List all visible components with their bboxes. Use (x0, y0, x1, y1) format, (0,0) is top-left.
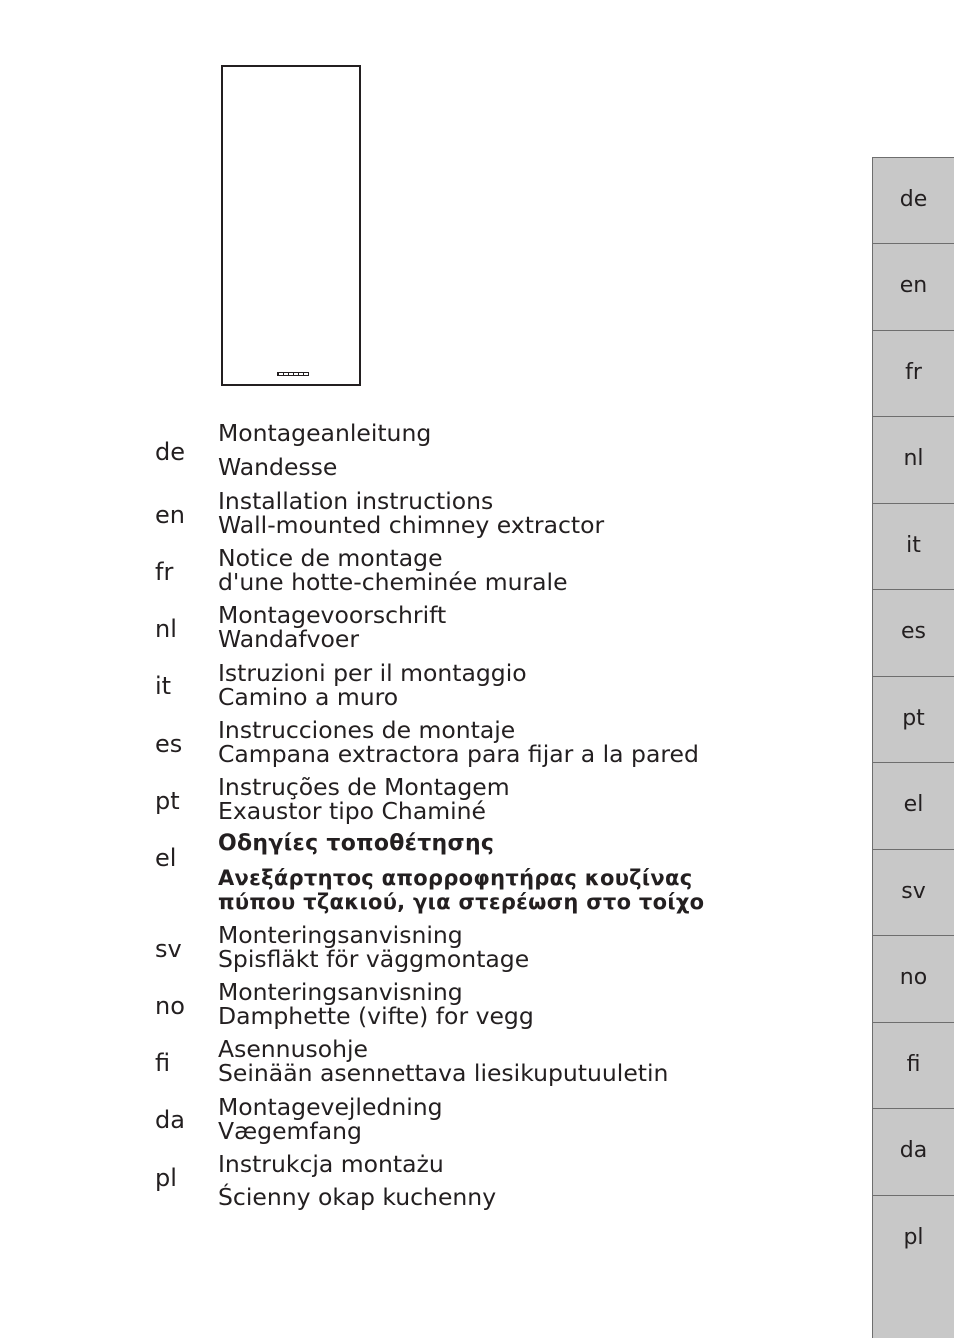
entry-title: Montageanleitung (218, 419, 432, 447)
tab-no[interactable]: no (873, 935, 954, 1021)
tab-sv[interactable]: sv (873, 849, 954, 935)
entry-text (218, 832, 704, 914)
entry-code: nl (155, 615, 177, 643)
entry-code: pt (155, 787, 180, 815)
entry-subtitle: Spisfläkt för väggmontage (218, 945, 530, 973)
tab-el[interactable]: el (873, 762, 954, 848)
tab-fr[interactable]: fr (873, 330, 954, 416)
entry-title: Instrucciones de montaje (218, 716, 516, 744)
entry-text (218, 1152, 496, 1209)
entry-title: Monteringsanvisning (218, 978, 463, 1006)
entry-subtitle-cont: πύπου τζακιού, για στερέωση στο τοίχο (218, 890, 705, 914)
entry-subtitle: Vægemfang (218, 1117, 362, 1145)
entry-code: da (155, 1106, 185, 1134)
tab-da[interactable]: da (873, 1108, 954, 1194)
entry-subtitle: Wall-mounted chimney extractor (218, 511, 605, 539)
entry-text (218, 775, 510, 823)
entry-title: Notice de montage (218, 544, 443, 572)
entry-title: Montagevejledning (218, 1093, 443, 1121)
entry-title: Installation instructions (218, 487, 494, 515)
entry-code: pl (155, 1164, 177, 1192)
tab-nl[interactable]: nl (873, 416, 954, 502)
entry-title: Οδηγίες τοποθέτησης (218, 831, 495, 856)
entry-code: sv (155, 935, 182, 963)
entry-subtitle: Ścienny okap kuchenny (218, 1183, 497, 1211)
entry-subtitle: Exaustor tipo Chaminé (218, 797, 487, 825)
entry-subtitle: Damphette (vifte) for vegg (218, 1002, 534, 1030)
tab-it[interactable]: it (873, 503, 954, 589)
entry-code: fr (155, 558, 174, 586)
tab-pt[interactable]: pt (873, 676, 954, 762)
entry-text (218, 1037, 668, 1085)
entry-subtitle: Seinään asennettava liesikuputuuletin (218, 1059, 669, 1087)
tab-fi[interactable]: fi (873, 1022, 954, 1108)
entry-subtitle: Wandafvoer (218, 625, 360, 653)
entry-text (218, 980, 534, 1028)
entry-subtitle: Ανεξάρτητος απορροφητήρας κουζίνας (218, 866, 693, 890)
entry-subtitle: d'une hotte-cheminée murale (218, 568, 568, 596)
tab-es[interactable]: es (873, 589, 954, 675)
entry-title: Asennusohje (218, 1035, 368, 1063)
entry-text (218, 718, 699, 766)
language-tab-sidebar (872, 157, 954, 1338)
entry-title: Montagevoorschrift (218, 601, 447, 629)
entry-text (218, 421, 431, 479)
entry-title: Instruções de Montagem (218, 773, 510, 801)
entry-text (218, 1095, 443, 1143)
entry-code: it (155, 672, 172, 700)
entry-text (218, 603, 446, 651)
entry-subtitle: Camino a muro (218, 683, 399, 711)
entry-text (218, 661, 527, 709)
tab-de[interactable]: de (873, 157, 954, 243)
entry-code: es (155, 730, 183, 758)
entry-code: no (155, 992, 185, 1020)
entry-title: Instrukcja montażu (218, 1150, 444, 1178)
entry-code: el (155, 844, 177, 872)
entry-subtitle: Wandesse (218, 453, 338, 481)
entry-text (218, 546, 568, 594)
entry-text (218, 489, 604, 537)
tab-pl[interactable]: pl (873, 1195, 954, 1281)
entry-title: Istruzioni per il montaggio (218, 659, 527, 687)
entry-text (218, 923, 529, 971)
entry-code: fi (155, 1049, 171, 1077)
hood-illustration (221, 65, 361, 386)
tab-en[interactable]: en (873, 243, 954, 329)
entry-code: en (155, 501, 185, 529)
entry-title: Monteringsanvisning (218, 921, 463, 949)
control-panel-icon (277, 372, 309, 376)
entry-code: de (155, 438, 185, 466)
entry-subtitle: Campana extractora para fijar a la pared (218, 740, 699, 768)
